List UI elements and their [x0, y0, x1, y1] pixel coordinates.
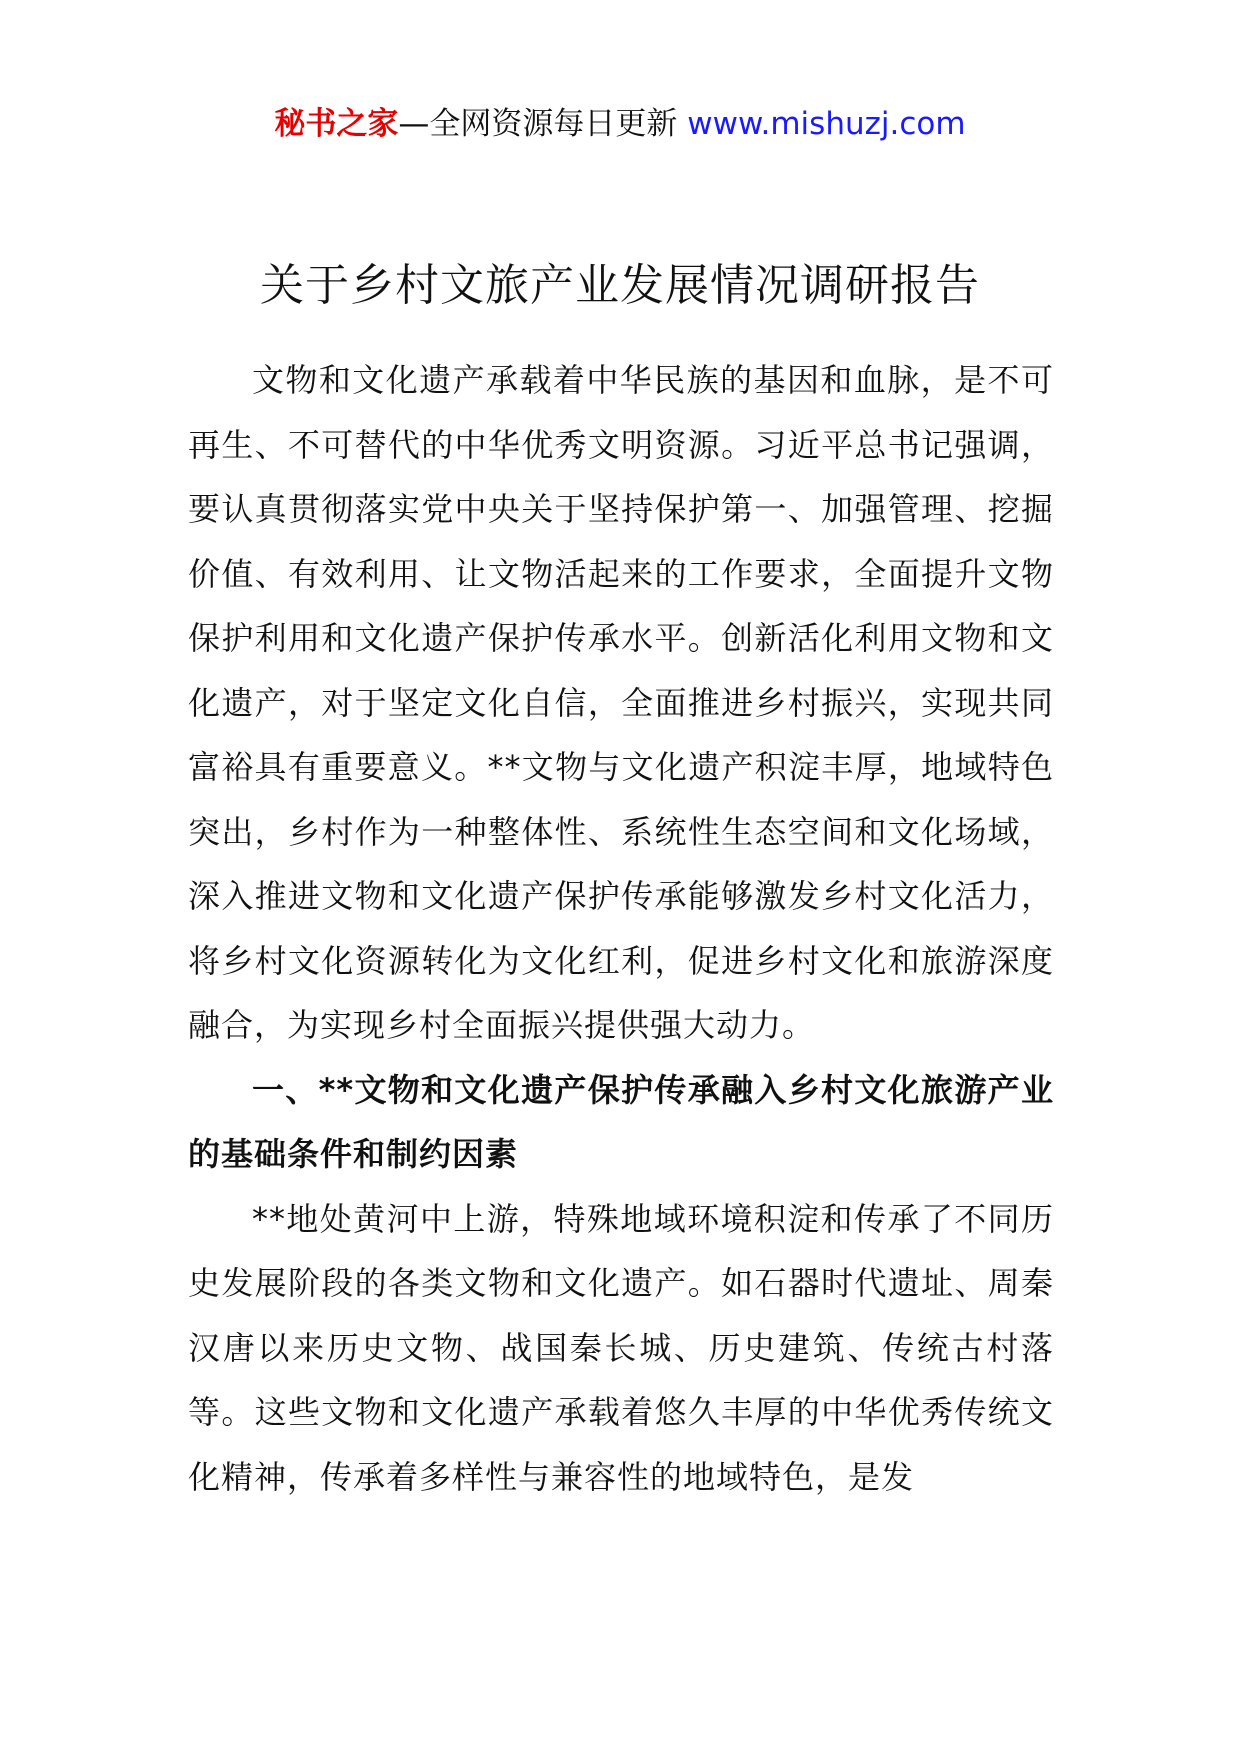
intro-paragraph: 文物和文化遗产承载着中华民族的基因和血脉，是不可再生、不可替代的中华优秀文明资源。习近平总书记强调，要认真贯彻落实党中央关于坚持保护第一、加强管理、挖掘价值、有效利用、让文物活起来的工作要求，全面提升文物保护利用和文化遗产保护传承水平。创新活化利用文物和文化遗产，对于坚定文化自信，全面推进乡村振兴，实现共同富裕具有重要意义。**文物与文化遗产积淀丰厚，地域特色突出，乡村作为一种整体性、系统性生态空间和文化场域，深入推进文物和文化遗产保护传承能够激发乡村文化活力，将乡村文化资源转化为文化红利，促进乡村文化和旅游深度融合，为实现乡村全面振兴提供强大动力。	[188, 361, 1054, 1044]
site-header	[0, 100, 1240, 148]
section-heading: 一、**文物和文化遗产保护传承融入乡村文化旅游产业的基础条件和制约因素	[188, 1070, 1054, 1173]
site-url-link[interactable]: www.mishuzj.com	[687, 106, 966, 142]
brand-name: 秘书之家	[274, 106, 399, 142]
document-body	[188, 348, 1054, 1509]
document-title: 关于乡村文旅产业发展情况调研报告	[260, 260, 980, 311]
section-paragraph: **地处黄河中上游，特殊地域环境积淀和传承了不同历史发展阶段的各类文物和文化遗产。如石器时代遗址、周秦汉唐以来历史文物、战国秦长城、历史建筑、传统古村落等。这些文物和文化遗产承载着悠久丰厚的中华优秀传统文化精神，传承着多样性与兼容性的地域特色，是发	[188, 1199, 1054, 1496]
header-slogan: —全网资源每日更新	[398, 106, 688, 142]
